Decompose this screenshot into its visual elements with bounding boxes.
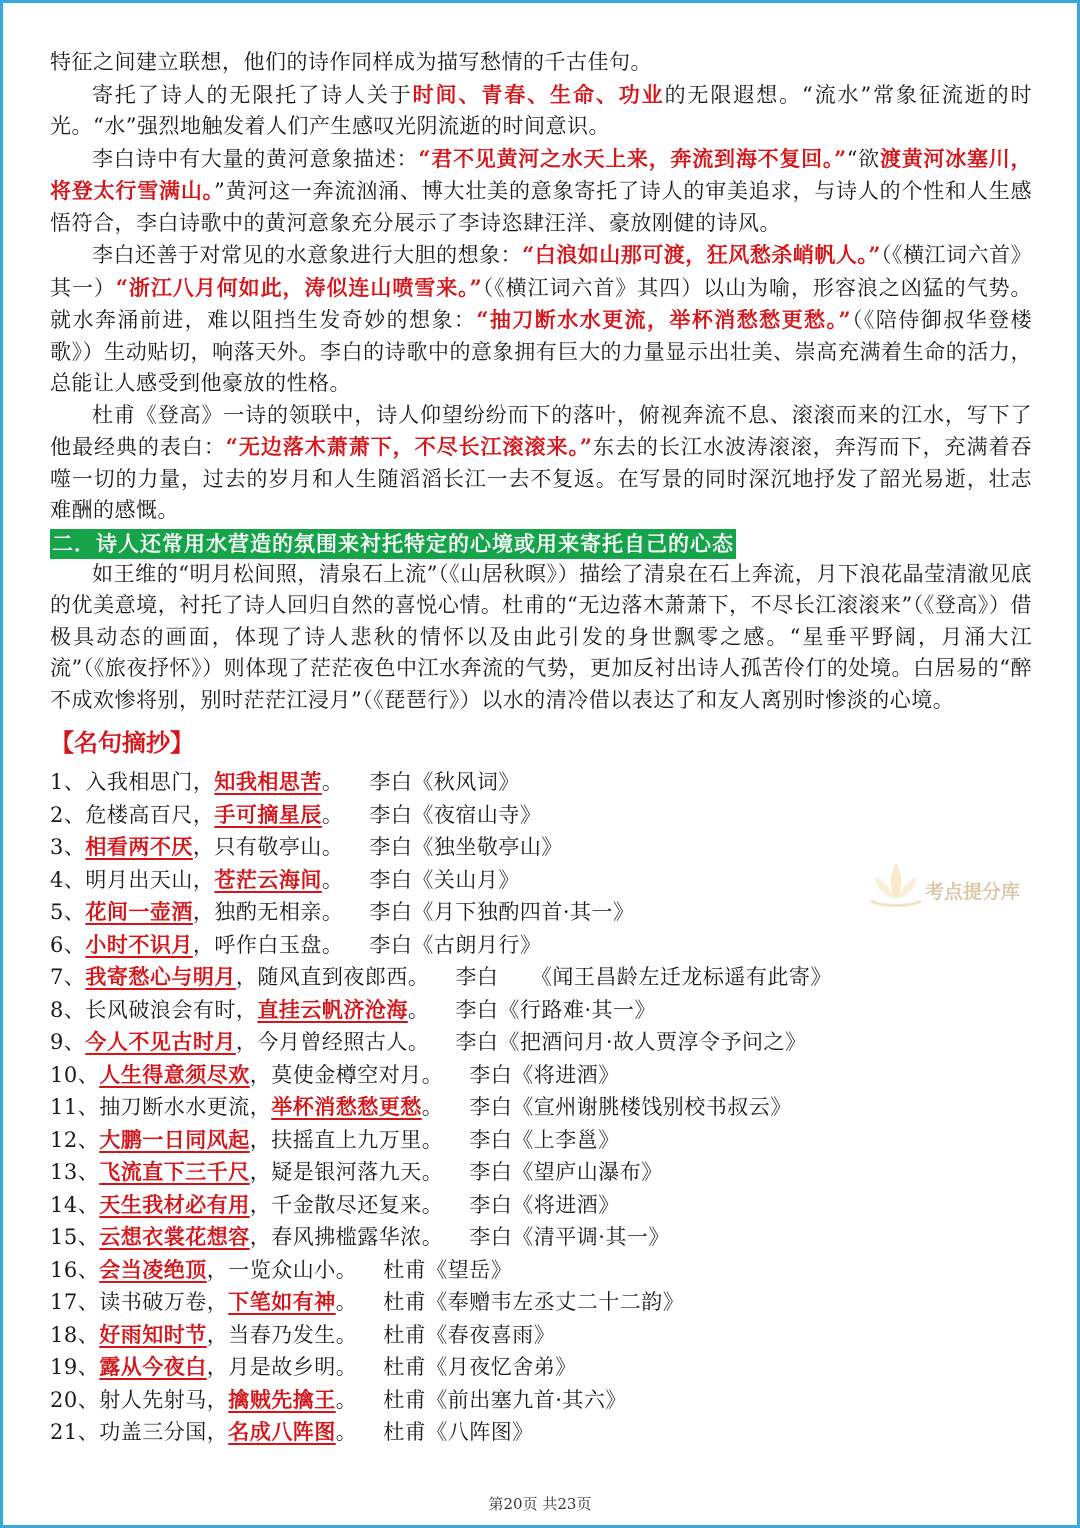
quote-number: 5、 [50,900,86,924]
quote-source: 杜甫《八阵图》 [383,1420,534,1444]
quote-highlight: 知我相思苦 [214,769,322,794]
quote-text: 。 [321,770,344,794]
quote-source: 杜甫《春夜喜雨》 [383,1322,556,1347]
quote-number: 14、 [50,1192,100,1217]
quote-text: ，独酌无相亲。 [192,900,344,924]
quote-number: 12、 [50,1127,100,1152]
highlighted-text: “白浪如山那可渡，狂风愁杀峭帆人。” [522,242,881,267]
paragraph-text: （《横江词六首》其四）以山为喻，形容浪之凶猛的气势。就水奔涌前进，难以阻挡生发奇妙的想象： [50,275,1032,332]
paragraph-text: 特征之间建立联想，他们的诗作同样成为描写愁情的千古佳句。 [50,50,652,74]
quote-text: ，呼作白玉盘。 [192,932,344,957]
quote-text: 。 [335,1387,358,1412]
quote-number: 18、 [50,1322,100,1347]
quote-text: ，扶摇直上九万里。 [249,1127,444,1152]
quote-text: ，春风拂槛露华浓。 [249,1225,444,1249]
highlighted-text: “抽刀断水水更流，举杯消愁愁更愁。” [476,307,852,332]
quote-source: 李白《把酒问月·故人贾淳令予问之》 [455,1030,807,1054]
body-paragraph [50,79,1032,143]
quote-highlight: 大鹏一日同风起 [99,1126,250,1152]
quote-text: 抽刀断水水更流， [99,1095,272,1119]
quote-number: 20、 [50,1387,100,1412]
quote-highlight: 云想衣裳花想容 [99,1224,250,1249]
quote-item [50,961,1032,994]
quote-highlight: 擒贼先擒王 [228,1386,336,1412]
body-paragraph [50,239,1032,400]
paragraph-text: （《横江词六首》其一） [50,243,1032,300]
quote-text: 。 [407,997,430,1022]
quote-source: 李白 《闻王昌龄左迁龙标遥有此寄》 [455,965,832,989]
quote-source: 李白《独坐敬亭山》 [369,835,563,859]
paragraph-text: （《陪侍御叔华登楼歌》）生动贴切，响落天外。李白的诗歌中的意象拥有巨大的力量显示出壮美、崇高充满着生命的活力，总能让人感受到他豪放的性格。 [50,308,1032,395]
quote-highlight: 名成八阵图 [228,1419,336,1444]
quote-highlight: 花间一壶酒 [85,899,193,924]
quote-item [50,766,1032,799]
quote-highlight: 今人不见古时月 [85,1029,236,1054]
lotus-icon [861,855,931,915]
quote-text: 危楼高百尺， [85,802,215,827]
quote-number: 10、 [50,1062,100,1087]
paragraph-text: 的无限遐想。“流水”常象征流逝的时光。“水”强烈地触发着人们产生感叹光阴流逝的时间意识。 [50,82,1032,138]
quote-text: 入我相思门， [85,770,215,794]
quote-item [50,929,1032,962]
paragraph-text: 杜甫《登高》一诗的领联中，诗人仰望纷纷而下的落叶，俯视奔流不息、滚滚而来的江水，写下了他最经典的表白： [50,402,1032,459]
quote-number: 2、 [50,802,86,827]
quote-text: ，当春乃发生。 [206,1322,358,1347]
quote-number: 17、 [50,1290,100,1314]
quote-highlight: 人生得意须尽欢 [99,1061,250,1087]
quote-source: 李白《夜宿山寺》 [369,802,542,827]
quote-text: ，千金散尽还复来。 [249,1192,444,1217]
page-content [50,47,1032,1449]
paragraph-text: “欲 [846,146,880,171]
quote-text: ，一览众山小。 [206,1257,358,1282]
quote-source: 杜甫《前出塞九首·其六》 [383,1387,627,1412]
quote-text: ，只有敬亭山。 [192,835,344,859]
quote-item [50,799,1032,832]
quote-source: 李白《将进酒》 [469,1062,620,1087]
quote-source: 杜甫《月夜忆舍弟》 [383,1355,577,1379]
quote-item [50,1254,1032,1287]
quote-number: 15、 [50,1225,100,1249]
section-heading-wrap [50,529,1032,559]
quote-item [50,1416,1032,1449]
quote-number: 16、 [50,1257,100,1282]
quote-number: 21、 [50,1420,100,1444]
quote-item [50,1091,1032,1124]
quote-text: ，月是故乡明。 [206,1355,358,1379]
quote-number: 3、 [50,835,86,859]
section-heading: 二．诗人还常用水营造的氛围来衬托特定的心境或用来寄托自己的心态 [50,529,736,559]
quote-item [50,1156,1032,1189]
quote-number: 11、 [50,1095,100,1119]
quote-highlight: 飞流直下三千尺 [99,1159,250,1184]
quote-text: 长风破浪会有时， [85,997,258,1022]
watermark [861,855,1061,915]
quote-number: 13、 [50,1160,100,1184]
quote-highlight: 下笔如有神 [228,1289,336,1314]
highlighted-text: “无边落木萧萧下，不尽长江滚滚来。” [225,434,593,459]
quote-number: 4、 [50,867,86,892]
quote-text: 读书破万卷， [99,1290,229,1314]
quote-text: 射人先射马， [99,1387,229,1412]
quote-highlight: 苍茫云海间 [214,866,322,892]
quote-highlight: 好雨知时节 [99,1321,207,1347]
quote-source: 李白《秋风词》 [369,770,520,794]
quote-text: ，疑是银河落九天。 [249,1160,444,1184]
quote-highlight: 举杯消愁愁更愁 [271,1094,422,1119]
quote-item [50,1221,1032,1254]
paragraph-text: 东去的长江水波涛滚滚，奔泻而下，充满着吞噬一切的力量，过去的岁月和人生随滔滔长江一去不复返。在写景的同时深沉地抒发了韶光易逝，壮志难酬的感慨。 [50,435,1032,522]
quote-number: 8、 [50,997,86,1022]
quote-item [50,1124,1032,1157]
quote-number: 7、 [50,965,86,989]
quote-highlight: 我寄愁心与明月 [85,964,236,989]
quote-number: 9、 [50,1030,86,1054]
quote-source: 李白《关山月》 [369,867,520,892]
quote-item [50,1319,1032,1352]
body-paragraph [50,47,1032,79]
quote-number: 6、 [50,932,86,957]
quote-item [50,1059,1032,1092]
quote-source: 李白《上李邕》 [469,1127,620,1152]
quote-item [50,1026,1032,1059]
quote-text: ，莫使金樽空对月。 [249,1062,444,1087]
body-paragraph [50,400,1032,527]
quotes-heading: 【名句摘抄】 [50,728,194,757]
quote-text: 功盖三分国， [99,1420,229,1444]
quote-source: 李白《将进酒》 [469,1192,620,1217]
paragraph-text: ”黄河这一奔流汹涌、博大壮美的意象寄托了诗人的审美追求，与诗人的个性和人生感悟符合，李白诗歌中的黄河意象充分展示了李诗恣肆汪洋、豪放刚健的诗风。 [50,179,1033,235]
quote-text: 。 [321,802,344,827]
quote-text: ，随风直到夜郎西。 [235,965,430,989]
quote-item [50,1384,1032,1417]
quote-highlight: 会当凌绝顶 [99,1256,207,1282]
quote-text: ，今月曾经照古人。 [235,1030,430,1054]
quote-number: 19、 [50,1355,100,1379]
section-paragraph: 如王维的“明月松间照，清泉石上流”（《山居秋暝》）描绘了清泉在石上奔流，月下浪花晶莹清澈见底的优美意境，衬托了诗人回归自然的喜悦心情。杜甫的“无边落木萧萧下，不尽长江滚滚来”（《登高》）借极具动态的画面，体现了诗人悲秋的情怀以及由此引发的身世飘零之感。“星垂平野阔，月涌大江流”（《旅夜抒怀》）则体现了茫茫夜色中江水奔流的气势，更加反衬出诗人孤苦伶仃的处境。白居易的“醉不成欢惨将别，别时茫茫江浸月”（《琵琶行》）以水的清冷借以表达了和友人离别时惨淡的心境。 [50,561,1032,712]
quote-item [50,1286,1032,1319]
quote-highlight: 手可摘星辰 [214,801,322,827]
body-paragraphs [50,47,1032,527]
quote-highlight: 露从今夜白 [99,1354,207,1379]
body-paragraph [50,143,1032,240]
highlighted-text: 渡黄河冰塞川，将登太行雪满山。 [50,145,1032,203]
page-footer: 第20页 共23页 [488,1495,592,1513]
quote-source: 李白《清平调·其一》 [469,1225,670,1249]
quote-number: 1、 [50,770,86,794]
quote-text: 明月出天山， [85,867,215,892]
quote-source: 李白《古朗月行》 [369,932,542,957]
quote-item [50,1189,1032,1222]
quote-source: 李白《月下独酌四首·其一》 [369,900,635,924]
quote-item [50,1351,1032,1384]
paragraph-text: 李白诗中有大量的黄河意象描述： [92,146,419,171]
highlighted-text: “君不见黄河之水天上来，奔流到海不复回。” [418,145,847,171]
quote-source: 李白《望庐山瀑布》 [469,1160,663,1184]
highlighted-text: “浙江八月何如此，涛似连山喷雪来。” [115,274,483,300]
quote-source: 杜甫《奉赠韦左丞丈二十二韵》 [383,1290,685,1314]
quote-text: 。 [321,867,344,892]
paragraph-text: 寄托了诗人的无限托了诗人关于 [92,82,413,107]
highlighted-text: 时间、青春、生命、功业 [412,81,665,107]
quote-source: 李白《行路难·其一》 [455,997,657,1022]
quote-highlight: 相看两不厌 [85,834,193,859]
quote-highlight: 小时不识月 [85,931,193,957]
quote-highlight: 天生我材必有用 [99,1191,250,1217]
quote-text: 。 [335,1420,358,1444]
paragraph-text: 李白还善于对常见的水意象进行大胆的想象： [92,243,523,267]
quote-highlight: 直挂云帆济沧海 [257,996,408,1022]
quote-source: 李白《宣州谢朓楼饯别校书叔云》 [469,1095,792,1119]
watermark-text: 考点提分库 [925,881,1021,903]
quote-text: 。 [421,1095,444,1119]
quote-text: 。 [335,1290,358,1314]
quote-item [50,994,1032,1027]
quote-source: 杜甫《望岳》 [383,1257,513,1282]
